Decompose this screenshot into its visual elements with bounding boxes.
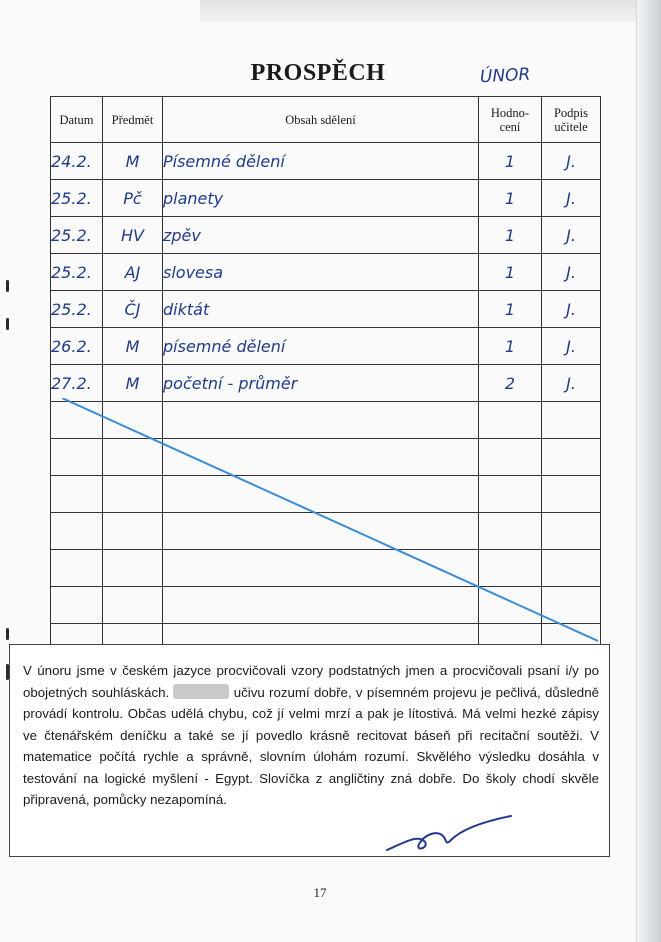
comment-part1: V únoru jsme v českém jazyce procvičovali vzory podstatných jmen a procvičovali psaní i/y po obojetných souhláskách. xyxy=(23,663,599,700)
row-subject: ČJ xyxy=(103,291,163,328)
row-date: 25.2. xyxy=(51,291,103,328)
row-date: 24.2. xyxy=(51,143,103,180)
table-row xyxy=(51,365,601,402)
table-row xyxy=(51,143,601,180)
row-grade: 1 xyxy=(479,291,542,328)
margin-mark xyxy=(6,280,9,292)
row-sign: J. xyxy=(542,328,601,365)
margin-mark xyxy=(6,318,9,330)
teacher-comment xyxy=(23,660,599,811)
table-row xyxy=(51,180,601,217)
table-row xyxy=(51,254,601,291)
header-grade-line1: Hodno- xyxy=(490,105,530,120)
row-content: početní - průměr xyxy=(163,365,479,402)
margin-mark xyxy=(6,628,9,640)
row-subject: Pč xyxy=(103,180,163,217)
month-note: ÚNOR xyxy=(479,64,531,88)
row-grade: 1 xyxy=(479,328,542,365)
table-row xyxy=(51,328,601,365)
row-subject: M xyxy=(103,143,163,180)
row-date: 27.2. xyxy=(51,365,103,402)
header-grade-line2: cení xyxy=(499,119,521,134)
table-header-row xyxy=(51,97,601,143)
table-row xyxy=(51,217,601,254)
row-date: 25.2. xyxy=(51,180,103,217)
row-grade: 1 xyxy=(479,254,542,291)
plastic-cover-side-edge xyxy=(636,0,661,942)
row-content: diktát xyxy=(163,291,479,328)
comment-part2: učivu rozumí dobře, v písemném projevu je pečlivá, důsledně provádí kontrolu. Občas udělá chybu, což jí velmi mrzí a pak je lítostivá. Má velmi hezké zápisy ve čtenářském deníčku a také se jí povedlo krásně recitovat báseň při recitační soutěži. V matematice počítá rychle a správně, slovním úlohám rozumí. Skvělého výsledku dosáhla v testování na logické myšlení - Egypt. Slovíčka z angličtiny zná dobře. Do školy chodí skvěle připravená, pomůcky nezapomíná. xyxy=(23,684,599,807)
row-date: 25.2. xyxy=(51,217,103,254)
row-sign: J. xyxy=(542,143,601,180)
row-sign: J. xyxy=(542,180,601,217)
row-subject: M xyxy=(103,365,163,402)
row-content: slovesa xyxy=(163,254,479,291)
page-number: 17 xyxy=(313,885,327,900)
row-content: planety xyxy=(163,180,479,217)
row-date: 25.2. xyxy=(51,254,103,291)
row-date: 26.2. xyxy=(51,328,103,365)
row-content: zpěv xyxy=(163,217,479,254)
row-grade: 1 xyxy=(479,143,542,180)
table-row xyxy=(51,291,601,328)
teacher-comment-box xyxy=(9,644,610,857)
row-subject: AJ xyxy=(103,254,163,291)
header-sign xyxy=(542,97,601,143)
header-date: Datum xyxy=(51,97,103,143)
plastic-cover-top-edge xyxy=(200,0,661,22)
row-content: Písemné dělení xyxy=(163,143,479,180)
redacted-name xyxy=(173,684,229,699)
row-sign: J. xyxy=(542,365,601,402)
header-sign-line2: učitele xyxy=(554,119,588,134)
row-sign: J. xyxy=(542,254,601,291)
page-title: PROSPĚCH xyxy=(250,60,386,86)
row-sign: J. xyxy=(542,291,601,328)
row-grade: 1 xyxy=(479,180,542,217)
teacher-signature xyxy=(385,812,515,856)
header-content: Obsah sdělení xyxy=(163,97,479,143)
strike-through-line xyxy=(62,398,600,643)
header-grade xyxy=(479,97,542,143)
header-sign-line1: Podpis xyxy=(553,105,589,120)
row-grade: 2 xyxy=(479,365,542,402)
row-grade: 1 xyxy=(479,217,542,254)
row-sign: J. xyxy=(542,217,601,254)
row-subject: M xyxy=(103,328,163,365)
row-subject: HV xyxy=(103,217,163,254)
header-subject: Předmět xyxy=(103,97,163,143)
row-content: písemné dělení xyxy=(163,328,479,365)
